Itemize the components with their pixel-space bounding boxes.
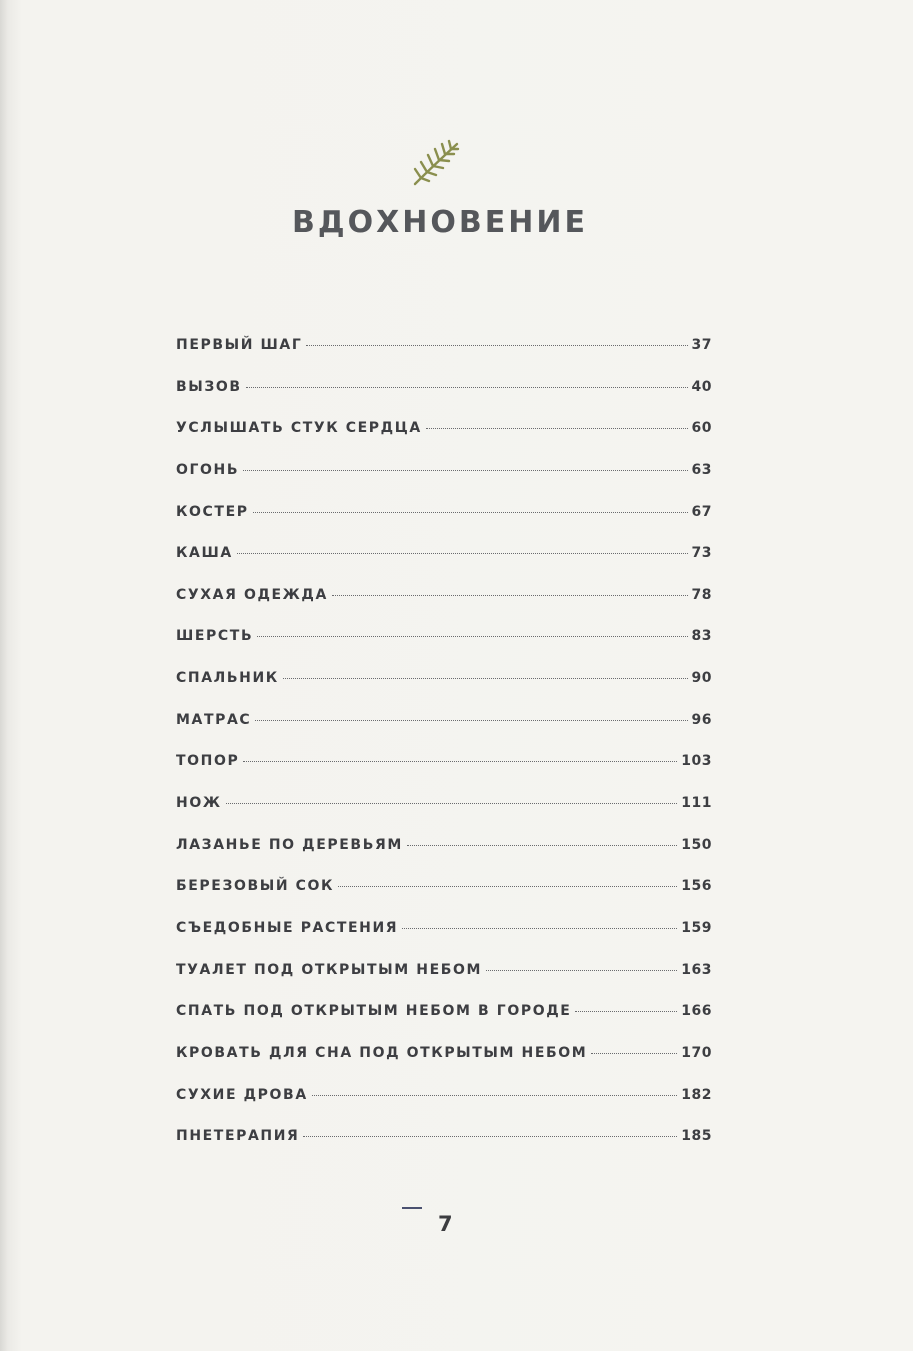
toc-entry-page: 150: [681, 836, 712, 853]
toc-entry: [176, 504, 712, 546]
toc-entry-title: НОЖ: [176, 795, 222, 812]
toc-entry: [176, 1128, 712, 1170]
toc-entry-title: ВЫЗОВ: [176, 378, 242, 395]
toc-entry-page: 60: [691, 420, 712, 437]
toc-entry-page: 83: [691, 628, 712, 645]
toc-entry: [176, 462, 712, 504]
toc-leader-dots: [257, 636, 687, 637]
toc-entry-page: 37: [691, 337, 712, 353]
toc-leader-dots: [591, 1053, 677, 1054]
toc-leader-dots: [407, 845, 677, 846]
toc-entry-page: 73: [691, 545, 712, 562]
toc-entry-title: КАША: [176, 545, 233, 562]
page-number-dash: [402, 1207, 422, 1209]
toc-entry-title: СЪЕДОБНЫЕ РАСТЕНИЯ: [176, 919, 399, 936]
toc-entry-title: СПАТЬ ПОД ОТКРЫТЫМ НЕБОМ В ГОРОДЕ: [176, 1003, 572, 1020]
toc-leader-dots: [226, 803, 678, 804]
section-title: ВДОХНОВЕНИЕ: [292, 205, 588, 240]
toc-leader-dots: [255, 720, 687, 721]
toc-leader-dots: [253, 512, 688, 513]
toc-entry-page: 159: [681, 919, 712, 936]
toc-entry: [176, 545, 712, 587]
toc-entry-page: 163: [681, 961, 712, 978]
toc-leader-dots: [303, 1136, 677, 1137]
toc-entry-title: МАТРАС: [176, 711, 252, 728]
toc-entry-page: 96: [691, 711, 712, 728]
toc-leader-dots: [243, 761, 677, 762]
page-number: 7: [438, 1212, 453, 1236]
toc-entry: [176, 1087, 712, 1129]
toc-entry-title: УСЛЫШАТЬ СТУК СЕРДЦА: [176, 420, 422, 437]
toc-leader-dots: [306, 345, 687, 346]
toc-entry-title: СУХАЯ ОДЕЖДА: [176, 586, 328, 603]
toc-entry-page: 90: [691, 670, 712, 687]
toc-entry-title: КОСТЕР: [176, 503, 249, 520]
toc-entry-title: ТОПОР: [176, 753, 240, 770]
toc-entry-title: ПНЕТЕРАПИЯ: [176, 1128, 300, 1145]
toc-entry-page: 78: [691, 586, 712, 603]
toc-entry-page: 156: [681, 878, 712, 895]
table-of-contents: [176, 337, 712, 1170]
toc-entry-page: 40: [691, 378, 712, 395]
toc-entry: [176, 962, 712, 1004]
toc-entry: [176, 587, 712, 629]
toc-leader-dots: [312, 1095, 678, 1096]
fir-branch-icon: [409, 136, 463, 190]
toc-leader-dots: [246, 387, 688, 388]
toc-entry-title: ШЕРСТЬ: [176, 628, 254, 645]
toc-leader-dots: [332, 595, 688, 596]
toc-entry-page: 67: [691, 503, 712, 520]
toc-entry-title: БЕРЕЗОВЫЙ СОК: [176, 878, 335, 895]
toc-entry: [176, 837, 712, 879]
toc-entry-page: 111: [681, 795, 712, 812]
toc-leader-dots: [237, 553, 688, 554]
toc-entry-title: КРОВАТЬ ДЛЯ СНА ПОД ОТКРЫТЫМ НЕБОМ: [176, 1044, 588, 1061]
toc-entry-title: ОГОНЬ: [176, 461, 240, 478]
toc-leader-dots: [402, 928, 677, 929]
toc-entry-page: 182: [681, 1086, 712, 1103]
toc-entry: [176, 795, 712, 837]
toc-entry: [176, 420, 712, 462]
toc-entry: [176, 337, 712, 379]
toc-entry-page: 103: [681, 753, 712, 770]
toc-leader-dots: [486, 970, 677, 971]
toc-entry-page: 63: [691, 461, 712, 478]
toc-entry-page: 170: [681, 1044, 712, 1061]
toc-entry: [176, 712, 712, 754]
toc-entry-title: ТУАЛЕТ ПОД ОТКРЫТЫМ НЕБОМ: [176, 961, 483, 978]
toc-entry: [176, 753, 712, 795]
toc-entry-title: СУХИЕ ДРОВА: [176, 1086, 308, 1103]
toc-entry: [176, 670, 712, 712]
toc-leader-dots: [338, 886, 677, 887]
toc-entry-page: 166: [681, 1003, 712, 1020]
toc-entry: [176, 878, 712, 920]
toc-leader-dots: [283, 678, 688, 679]
toc-entry-title: ПЕРВЫЙ ШАГ: [176, 337, 303, 353]
toc-entry-title: ЛАЗАНЬЕ ПО ДЕРЕВЬЯМ: [176, 836, 403, 853]
toc-entry-page: 185: [681, 1128, 712, 1145]
toc-entry: [176, 628, 712, 670]
toc-leader-dots: [575, 1011, 677, 1012]
toc-entry: [176, 920, 712, 962]
toc-entry: [176, 1003, 712, 1045]
toc-entry: [176, 379, 712, 421]
toc-leader-dots: [243, 470, 687, 471]
toc-entry-title: СПАЛЬНИК: [176, 670, 279, 687]
toc-entry: [176, 1045, 712, 1087]
toc-leader-dots: [426, 428, 688, 429]
